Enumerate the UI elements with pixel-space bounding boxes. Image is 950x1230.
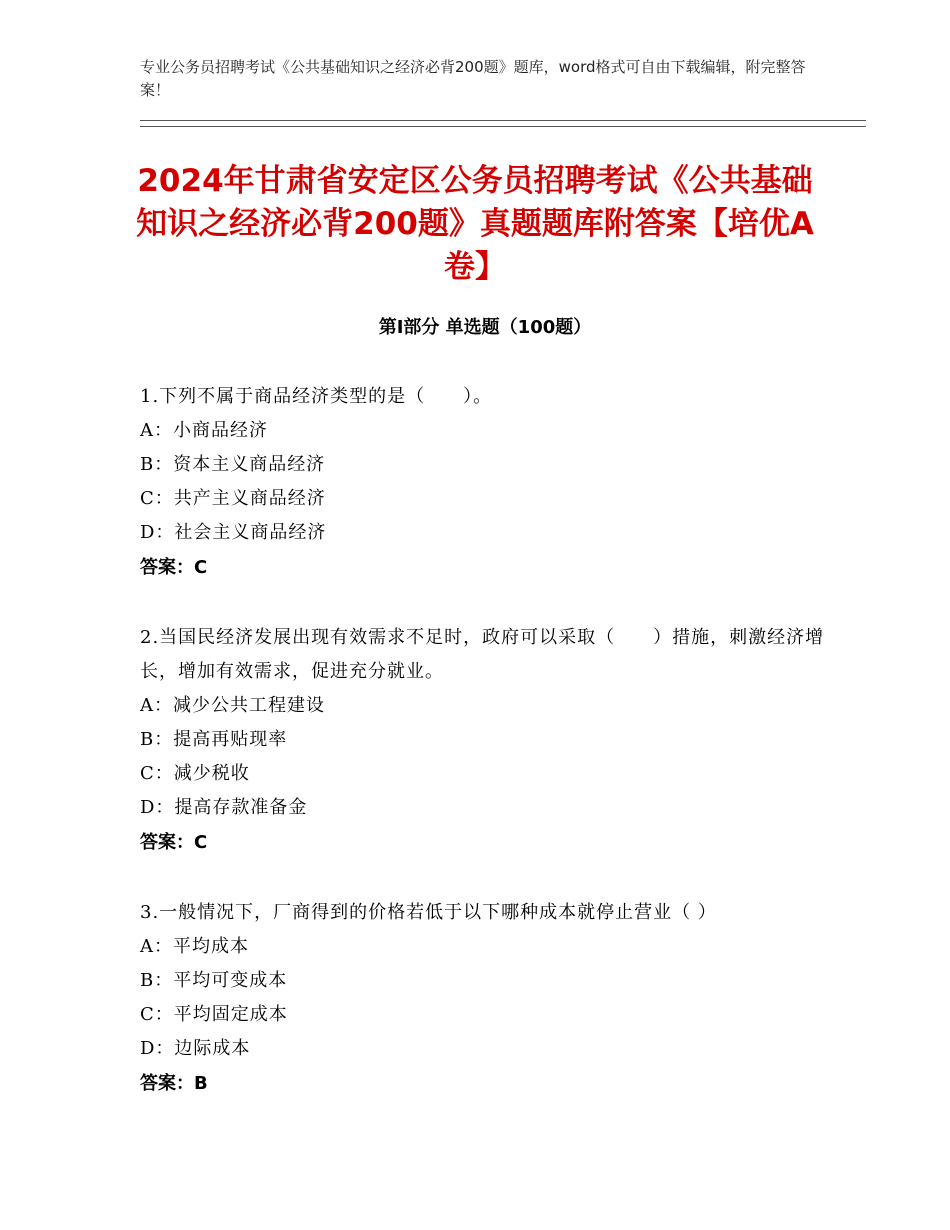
option-d: D：社会主义商品经济 xyxy=(140,522,327,543)
option-b: B：资本主义商品经济 xyxy=(140,454,326,475)
option-b: B：提高再贴现率 xyxy=(140,729,288,750)
document-title: 2024年甘肃省安定区公务员招聘考试《公共基础知识之经济必背200题》真题题库附答案【培优A卷】 xyxy=(136,163,814,285)
question-stem: 3.一般情况下，厂商得到的价格若低于以下哪种成本就停止营业（ ） xyxy=(140,902,717,923)
option-c: C：共产主义商品经济 xyxy=(140,488,326,509)
answer-line: 答案：B xyxy=(140,1073,208,1094)
question-stem: 2.当国民经济发展出现有效需求不足时，政府可以采取（ ）措施，刺激经济增长，增加有效需求，促进充分就业。 xyxy=(140,627,825,682)
question-list xyxy=(140,380,840,1137)
header-note: 专业公务员招聘考试《公共基础知识之经济必背200题》题库，word格式可自由下载编辑，附完整答案！ xyxy=(140,58,806,99)
question-item xyxy=(140,896,840,1102)
answer-line: 答案：C xyxy=(140,832,208,853)
question-item xyxy=(140,380,840,586)
question-stem: 1.下列不属于商品经济类型的是（ ）。 xyxy=(140,386,493,407)
option-d: D：边际成本 xyxy=(140,1038,251,1059)
option-a: A：小商品经济 xyxy=(140,420,268,441)
option-b: B：平均可变成本 xyxy=(140,970,288,991)
option-c: C：减少税收 xyxy=(140,763,250,784)
option-d: D：提高存款准备金 xyxy=(140,797,308,818)
answer-line: 答案：C xyxy=(140,557,208,578)
header-divider xyxy=(140,120,866,127)
option-a: A：减少公共工程建设 xyxy=(140,695,325,716)
option-a: A：平均成本 xyxy=(140,936,249,957)
question-item xyxy=(140,621,840,861)
section-heading: 第Ⅰ部分 单选题（100题） xyxy=(378,317,592,338)
option-c: C：平均固定成本 xyxy=(140,1004,288,1025)
